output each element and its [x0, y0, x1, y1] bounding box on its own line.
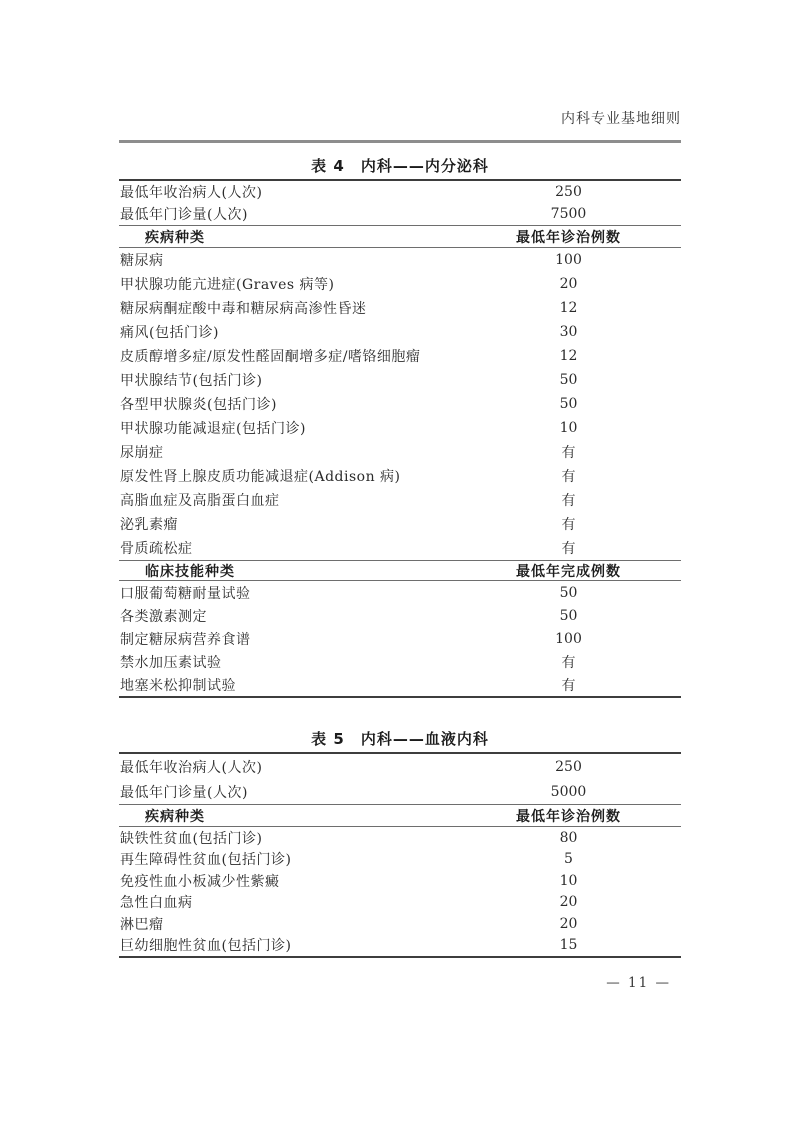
row-value: 80 [559, 829, 578, 846]
row-label: 痛风(包括门诊) [120, 325, 219, 341]
row-label: 各型甲状腺炎(包括门诊) [120, 397, 277, 413]
row-label: 最低年门诊量(人次) [120, 784, 248, 801]
row-value: 50 [559, 396, 578, 412]
table-row [119, 827, 681, 849]
table-row [119, 272, 681, 296]
row-label: 制定糖尿病营养食谱 [120, 631, 251, 648]
section-header-row [119, 804, 681, 827]
table-row [119, 488, 681, 512]
row-value: 12 [559, 348, 578, 364]
row-label: 皮质醇增多症/原发性醛固酮增多症/嗜铬细胞瘤 [120, 349, 421, 365]
table5 [119, 752, 681, 958]
row-value: 30 [559, 324, 578, 340]
row-value: 有 [561, 677, 576, 694]
section-header-value: 最低年诊治例数 [516, 808, 621, 825]
row-value: 有 [561, 517, 576, 533]
row-label: 高脂血症及高脂蛋白血症 [120, 493, 280, 509]
table-row [119, 870, 681, 892]
row-label: 地塞米松抑制试验 [120, 677, 236, 694]
table-row [119, 440, 681, 464]
row-label: 最低年收治病人(人次) [120, 185, 263, 201]
row-value: 20 [559, 915, 578, 932]
row-value: 有 [561, 654, 576, 671]
table-row [119, 320, 681, 344]
row-label: 免疫性血小板减少性紫癜 [120, 873, 280, 890]
running-header: 内科专业基地细则 [561, 111, 681, 127]
section-header-value: 最低年完成例数 [516, 563, 621, 580]
table-row [119, 892, 681, 914]
row-label: 再生障碍性贫血(包括门诊) [120, 852, 292, 869]
row-label: 口服葡萄糖耐量试验 [120, 585, 251, 602]
header-rule [119, 140, 681, 143]
row-label: 甲状腺结节(包括门诊) [120, 373, 263, 389]
row-label: 甲状腺功能减退症(包括门诊) [120, 421, 306, 437]
table-row [119, 935, 681, 957]
row-label: 最低年门诊量(人次) [120, 207, 248, 223]
table-row [119, 203, 681, 225]
table-row [119, 913, 681, 935]
row-value: 250 [555, 184, 582, 200]
section-header-label: 疾病种类 [145, 229, 205, 246]
row-value: 10 [559, 872, 578, 889]
row-label: 泌乳素瘤 [120, 517, 178, 533]
section-header-row [119, 560, 681, 581]
row-label: 骨质疏松症 [120, 541, 193, 557]
row-label: 尿崩症 [120, 445, 164, 461]
row-value: 5 [564, 851, 573, 868]
page-number: — 11 — [606, 975, 671, 991]
page-content [119, 110, 681, 992]
row-label: 甲状腺功能亢进症(Graves 病等) [120, 277, 335, 293]
row-label: 糖尿病 [120, 253, 164, 269]
row-value: 20 [559, 894, 578, 911]
table-row [119, 248, 681, 272]
table4 [119, 179, 681, 698]
row-value: 15 [559, 937, 578, 954]
table-row [119, 344, 681, 368]
table-row [119, 673, 681, 696]
table-row [119, 627, 681, 650]
row-value: 50 [559, 607, 578, 624]
table-row [119, 464, 681, 488]
row-label: 最低年收治病人(人次) [120, 759, 263, 776]
row-label: 淋巴瘤 [120, 916, 164, 933]
row-value: 有 [561, 541, 576, 557]
section-header-label: 临床技能种类 [145, 563, 235, 580]
table-row [119, 181, 681, 203]
row-value: 250 [555, 758, 582, 775]
row-value: 5000 [550, 783, 587, 800]
table-row [119, 512, 681, 536]
row-value: 50 [559, 584, 578, 601]
row-label: 禁水加压素试验 [120, 654, 222, 671]
row-label: 巨幼细胞性贫血(包括门诊) [120, 938, 292, 955]
table-row [119, 604, 681, 627]
row-value: 20 [559, 276, 578, 292]
row-value: 100 [555, 252, 582, 268]
row-label: 急性白血病 [120, 895, 193, 912]
row-label: 各类激素测定 [120, 608, 207, 625]
section-header-label: 疾病种类 [145, 808, 205, 825]
section-header-row [119, 225, 681, 248]
table4-title: 表 4 内科——内分泌科 [311, 157, 489, 175]
row-value: 50 [559, 372, 578, 388]
table-row [119, 416, 681, 440]
table-row [119, 581, 681, 604]
table-row [119, 368, 681, 392]
row-value: 有 [561, 469, 576, 485]
table-row [119, 392, 681, 416]
row-value: 有 [561, 445, 576, 461]
table-row [119, 849, 681, 871]
table5-title: 表 5 内科——血液内科 [311, 730, 489, 748]
row-value: 有 [561, 493, 576, 509]
row-label: 糖尿病酮症酸中毒和糖尿病高渗性昏迷 [120, 301, 367, 317]
section-header-value: 最低年诊治例数 [516, 229, 621, 246]
table-row [119, 754, 681, 779]
table-row [119, 650, 681, 673]
row-value: 100 [555, 630, 582, 647]
table-row [119, 536, 681, 560]
row-value: 10 [559, 420, 578, 436]
table-row [119, 779, 681, 804]
table-row [119, 296, 681, 320]
row-label: 原发性肾上腺皮质功能减退症(Addison 病) [120, 469, 401, 485]
row-value: 12 [559, 300, 578, 316]
row-label: 缺铁性贫血(包括门诊) [120, 830, 263, 847]
row-value: 7500 [550, 206, 587, 222]
